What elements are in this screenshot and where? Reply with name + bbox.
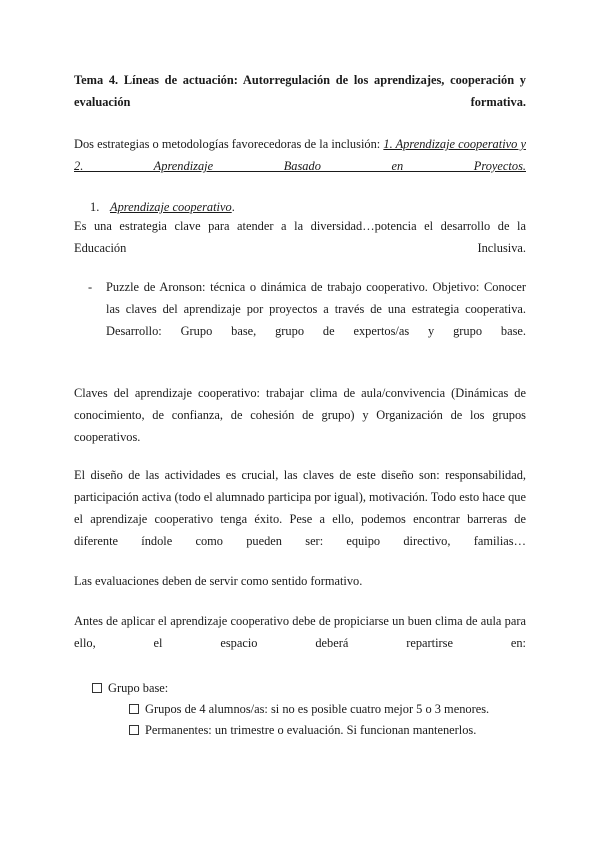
section-title: Aprendizaje cooperativo <box>110 200 232 214</box>
checkbox-icon <box>129 725 139 735</box>
checkbox-icon <box>129 704 139 714</box>
bullet-dash: - <box>88 280 93 294</box>
bullet-item-aronson <box>88 276 526 364</box>
checklist-label: Grupos de 4 alumnos/as: si no es posible cuatro mejor 5 o 3 menores. <box>145 702 490 716</box>
paragraph-design: El diseño de las actividades es crucial, las claves de este diseño son: responsabilidad, participación activa (todo el alumnado participa por igual), motivación. Todo esto hace que el aprendizaje cooperativo tenga éxito. Pese a ello, podemos encontrar barreras de diferente índole como pueden ser: equipo directivo, familias… <box>74 468 526 548</box>
checkbox-icon <box>92 683 102 693</box>
paragraph-classroom: Antes de aplicar el aprendizaje cooperativo debe de propiciarse un buen clima de aula para ello, el espacio deberá repartirse en: <box>74 614 526 650</box>
checklist-subitem-grupos <box>129 698 489 720</box>
intro-paragraph <box>74 133 526 199</box>
checklist-label: Permanentes: un trimestre o evaluación. Si funcionan mantenerlos. <box>145 723 477 737</box>
checklist-subitem-permanentes <box>129 719 476 741</box>
section-title-suffix: . <box>231 200 235 214</box>
section-number: 1. <box>90 200 100 214</box>
intro-text: Dos estrategias o metodologías favorecedoras de la inclusión: <box>74 137 384 151</box>
intro-link-text: 1. Aprendizaje cooperativo y 2. Aprendizaje Basado en Proyectos. <box>74 137 526 173</box>
document-title: Tema 4. Líneas de actuación: Autorregulación de los aprendizajes, cooperación y evaluación formativa. <box>74 73 526 109</box>
paragraph-evaluation: Las evaluaciones deben de servir como sentido formativo. <box>74 574 363 588</box>
checklist-label: Grupo base: <box>108 681 169 695</box>
paragraph-keys: Claves del aprendizaje cooperativo: trabajar clima de aula/convivencia (Dinámicas de conocimiento, de confianza, de cohesión de grupo) y Organización de los grupos cooperativos. <box>74 386 526 444</box>
paragraph-strategy: Es una estrategia clave para atender a la diversidad…potencia el desarrollo de la Educación Inclusiva. <box>74 219 526 255</box>
checklist-item-grupo-base <box>92 677 168 699</box>
bullet-text: Puzzle de Aronson: técnica o dinámica de trabajo cooperativo. Objetivo: Conocer las claves del aprendizaje por proyectos a través de una estrategia cooperativa. Desarrollo: Grupo base, grupo de expertos/as y grupo base. <box>106 280 526 338</box>
